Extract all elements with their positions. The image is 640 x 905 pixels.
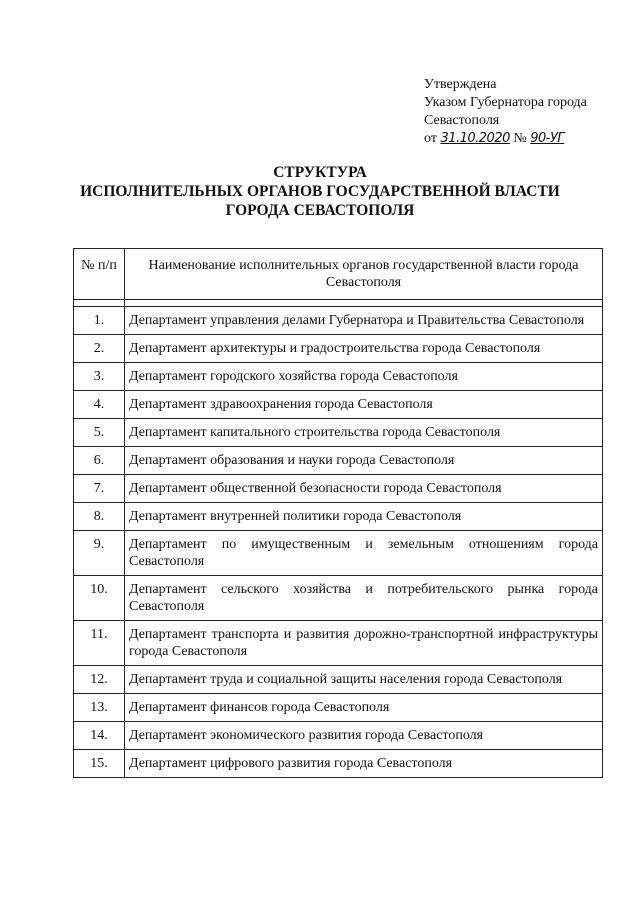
- table-row: [74, 419, 603, 447]
- row-name: Департамент управления делами Губернатора и Правительства Севастополя: [125, 307, 603, 335]
- approval-decree: Указом Губернатора города: [424, 95, 587, 110]
- table-row: [74, 722, 603, 750]
- structure-table: [73, 248, 603, 778]
- row-number: 11.: [74, 621, 125, 666]
- row-number: 13.: [74, 694, 125, 722]
- row-name: Департамент цифрового развития города Севастополя: [125, 750, 603, 778]
- table-row: [74, 694, 603, 722]
- row-number: 10.: [74, 576, 125, 621]
- row-number: 14.: [74, 722, 125, 750]
- row-name: Департамент капитального строительства города Севастополя: [125, 419, 603, 447]
- header-name: Наименование исполнительных органов государственной власти города Севастополя: [125, 249, 603, 300]
- decree-date: 31.10.2020: [440, 131, 510, 146]
- row-number: 5.: [74, 419, 125, 447]
- row-name: Департамент финансов города Севастополя: [125, 694, 603, 722]
- title-line-2: ИСПОЛНИТЕЛЬНЫХ ОРГАНОВ ГОСУДАРСТВЕННОЙ ВЛАСТИ: [80, 183, 560, 200]
- header-number: № п/п: [74, 249, 125, 300]
- table-row: [74, 335, 603, 363]
- approval-city: Севастополя: [424, 113, 500, 128]
- row-name: Департамент архитектуры и градостроительства города Севастополя: [125, 335, 603, 363]
- row-name: Департамент труда и социальной защиты населения города Севастополя: [125, 666, 603, 694]
- date-prefix: от: [424, 131, 437, 146]
- row-number: 6.: [74, 447, 125, 475]
- row-name: Департамент городского хозяйства города Севастополя: [125, 363, 603, 391]
- table-header-row: [74, 249, 603, 300]
- row-number: 2.: [74, 335, 125, 363]
- title-line-3: ГОРОДА СЕВАСТОПОЛЯ: [225, 202, 415, 219]
- approval-block: [424, 76, 587, 148]
- table-row: [74, 307, 603, 335]
- row-number: 12.: [74, 666, 125, 694]
- table-row: [74, 363, 603, 391]
- table-row: [74, 391, 603, 419]
- table-row: [74, 531, 603, 576]
- row-number: 4.: [74, 391, 125, 419]
- row-number: 9.: [74, 531, 125, 576]
- row-name: Департамент транспорта и развития дорожно-транспортной инфраструктуры города Севастополя: [125, 621, 603, 666]
- row-name: Департамент здравоохранения города Севастополя: [125, 391, 603, 419]
- approval-status: Утверждена: [424, 77, 497, 92]
- table-spacer-row: [74, 300, 603, 307]
- table-row: [74, 576, 603, 621]
- table-row: [74, 750, 603, 778]
- table-row: [74, 503, 603, 531]
- approval-date-line: [424, 130, 587, 148]
- table-row: [74, 475, 603, 503]
- number-label: №: [513, 131, 527, 146]
- row-name: Департамент образования и науки города Севастополя: [125, 447, 603, 475]
- document-title: [0, 163, 640, 220]
- row-name: Департамент общественной безопасности города Севастополя: [125, 475, 603, 503]
- row-name: Департамент экономического развития города Севастополя: [125, 722, 603, 750]
- table-row: [74, 447, 603, 475]
- row-name: Департамент по имущественным и земельным отношениям города Севастополя: [125, 531, 603, 576]
- decree-number: 90-УГ: [530, 131, 565, 146]
- row-number: 7.: [74, 475, 125, 503]
- table-row: [74, 666, 603, 694]
- row-number: 3.: [74, 363, 125, 391]
- row-name: Департамент сельского хозяйства и потребительского рынка города Севастополя: [125, 576, 603, 621]
- row-number: 8.: [74, 503, 125, 531]
- row-number: 15.: [74, 750, 125, 778]
- table-row: [74, 621, 603, 666]
- title-line-1: СТРУКТУРА: [273, 164, 367, 181]
- row-number: 1.: [74, 307, 125, 335]
- row-name: Департамент внутренней политики города Севастополя: [125, 503, 603, 531]
